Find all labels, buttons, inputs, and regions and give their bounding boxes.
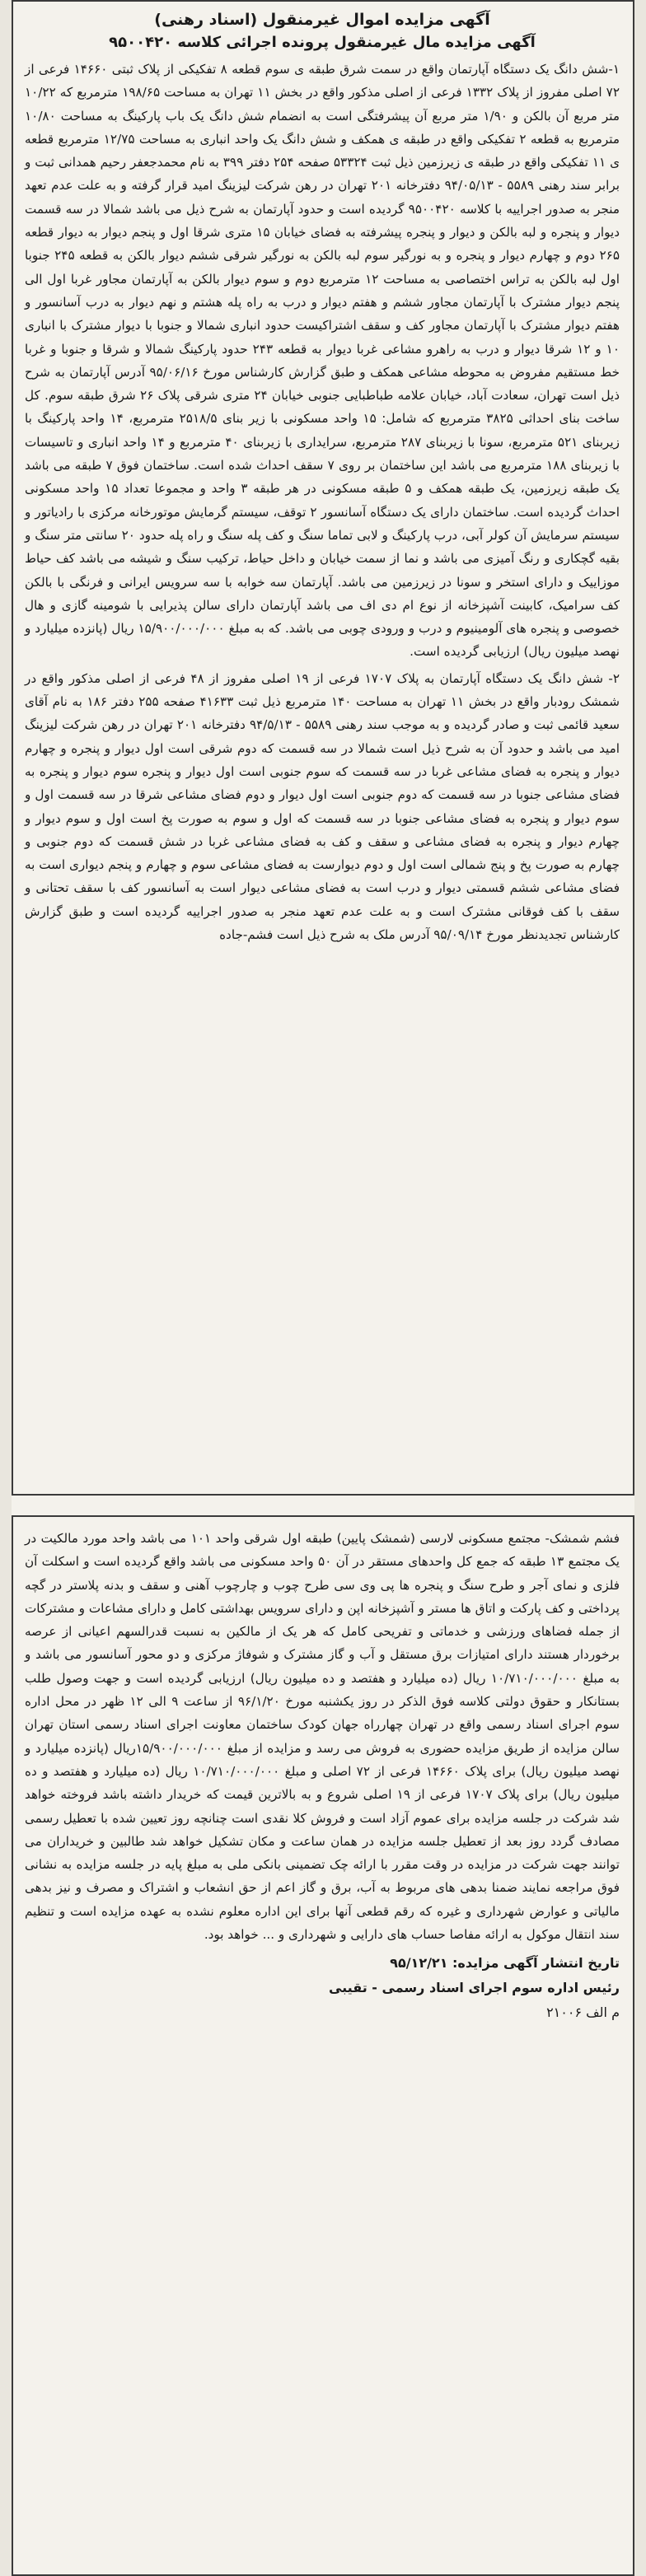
notice-page: [12, 0, 634, 2576]
notice-footer: [25, 1951, 620, 2025]
continuation-paragraph: فشم شمشک- مجتمع مسکونی لارسی (شمشک پایین) طبقه اول شرقی واحد ۱۰۱ می باشد واحد مورد مالکیت در یک مجتمع ۱۳ طبقه که جمع کل واحدهای مستقر در آن ۵۰ واحد مسکونی می باشد واقع گردیده است و اسکلت آن فلزی و نمای آجر و طرح سنگ و پنجره ها پی وی سی طرح چوب و چارچوب آهنی و سقف و بدنه پلاستر در گچه پرداختی و کف پارکت و اتاق ها مستر و آشپزخانه اپن و دارای سرویس بهداشتی کامل و دارای مشاعات و مشترکات از جمله فضاهای ورزشی و خدماتی و تفریحی کامل که هر یک از مالکین به نسبت قدرالسهم اعیانی از عرصه برخوردار هستند دارای امتیازات برق مستقل و آب و گاز مشترک و شوفاژ مرکزی و دو محور آسانسور می باشد و به مبلغ ۱۰/۷۱۰/۰۰۰/۰۰۰ ریال (ده میلیارد و هفتصد و ده میلیون ریال) ارزیابی گردیده است و جهت وصول طلب بستانکار و حقوق دولتی کلاسه فوق الذکر در روز یکشنبه مورخ ۹۶/۱/۲۰ از ساعت ۹ الی ۱۲ ظهر در محل اداره سوم اجرای اسناد رسمی واقع در تهران چهارراه جهان کودک ساختمان معاونت اجرای اسناد رسمی استان تهران سالن مزایده از طریق مزایده حضوری به فروش می رسد و مزایده از مبلغ ۱۵/۹۰۰/۰۰۰/۰۰۰ریال (پانزده میلیارد و نهصد میلیون ریال) برای پلاک ۱۴۶۶۰ فرعی از ۷۲ اصلی و مبلغ ۱۰/۷۱۰/۰۰۰/۰۰۰ ریال (ده میلیارد و هفتصد و ده میلیون ریال) برای پلاک ۱۷۰۷ فرعی از ۱۹ اصلی شروع و به بالاترین قیمت که خریدار داشته باشد فروخته خواهد شد شرکت در جلسه مزایده برای عموم آزاد است و فروش کلا نقدی است چنانچه روز تعیین شده با تعطیل رسمی مصادف گردد روز بعد از تعطیل جلسه مزایده در همان ساعت و مکان تشکیل خواهد شد طالبین و خریداران می توانند جهت شرکت در مزایده در وقت مقرر با ارائه چک تضمینی بانکی ملی به مبلغ پایه در جلسه مزایده به نشانی فوق مراجعه نمایند ضمنا بدهی های مربوط به آب، برق و گاز اعم از حق انشعاب و اشتراک و مصرف و نیز بدهی مالیاتی و عوارض شهرداری و غیره که رقم قطعی آنها برای این اداره معلوم نشده به عهده مزایده است و تنظیم سند انتقال موکول به ارائه مفاصا حساب های دارایی و شهرداری و ... خواهد بود.: [25, 1531, 620, 1943]
item-2-paragraph: ۲- شش دانگ یک دستگاه آپارتمان به پلاک ۱۷۰۷ فرعی از ۱۹ اصلی مفروز از ۴۸ فرعی از اصلی مذکور واقع در شمشک رودبار واقع در بخش ۱۱ تهران به مساحت ۱۴۰ مترمربع ذیل ثبت ۴۱۶۳۳ صفحه ۲۵۵ دفتر ۱۸۶ به نام آقای سعید قائمی ثبت و صادر گردیده و به موجب سند رهنی ۵۵۸۹ - ۹۴/۵/۱۳ دفترخانه ۲۰۱ تهران در رهن شرکت لیزینگ امید می باشد و حدود آن به شرح ذیل است شمالا در سه قسمت که دوم شرقی است اول دیوار و پنجره و چهارم دیوار و پنجره به فضای مشاعی غربا در سه قسمت که سوم جنوبی است اول دیوار و پنجره سوم دیوار و پنجره به فضای مشاعی جنوبا در سه قسمت که دوم جنوبی است اول دیوار و دوم فضای مشاعی شرقا در سه قسمت اول و سوم دیوار و پنجره به فضای مشاعی جنوبا در سه قسمت که اول و سوم به صورت پخ است اول و سوم دیوار و چهارم دیوار و پنجره به فضای مشاعی و سقف و کف به فضای مشاعی غربا در شش قسمت که دوم جنوبی و چهارم به صورت پخ و پنج شمالی است اول و دوم دیوارست به فضای مشاعی سوم و چهارم و پنجم دیواری است به فضای مشاعی ششم قسمتی دیوار و درب است به فضای مشاعی دیوار است به آسانسور کف با سقف تحتانی و سقف با کف فوقانی مشترک است و به علت عدم تعهد منجر به صدور اجراییه گردیده است و طبق گزارش کارشناس تجدیدنظر مورخ ۹۵/۰۹/۱۴ آدرس ملک به شرح ذیل است فشم-جاده: [25, 670, 620, 942]
notice-title: آگهی مزایده اموال غیرمنقول (اسناد رهنی): [154, 11, 490, 29]
item-1-paragraph: ۱-شش دانگ یک دستگاه آپارتمان واقع در سمت شرق طبقه ی سوم قطعه ۸ تفکیکی از پلاک ثبتی ۱۴۶۶۰ فرعی از ۷۲ اصلی مفروز از پلاک ۱۳۳۲ فرعی از اصلی مذکور واقع در بخش ۱۱ تهران به مساحت ۱۹۸/۶۵ مترمربع که ۱۰/۲۲ متر مربع آن بالکن و ۱/۹۰ متر مربع آن پیشرفتگی است به انضمام شش دانگ یک باب پارکینگ به مساحت ۱۰/۸۰ مترمربع به قطعه ۲ تفکیکی واقع در طبقه ی همکف و شش دانگ یک واحد انباری به مساحت ۱۲/۷۵ مترمربع قطعه ی ۱۱ تفکیکی واقع در طبقه ی زیرزمین ذیل ثبت ۵۳۳۲۴ صفحه ۲۵۴ دفتر ۳۹۹ به نام محمدجعفر رحیم همدانی ثبت و برابر سند رهنی ۵۵۸۹ - ۹۴/۰۵/۱۳ دفترخانه ۲۰۱ تهران در رهن شرکت لیزینگ امید قرار گرفته و به علت عدم تعهد منجر به صدور اجراییه با کلاسه ۹۵۰۰۴۲۰ گردیده است و حدود آپارتمان به شرح ذیل می باشد شمالا در سه قسمت دیوار و پنجره و لبه بالکن و دیوار و پنجره پیشرفته به فضای خیابان ۱۵ متری شرقا اول و پنجم دیوار به دیوار قطعه ۲۶۵ دوم و چهارم دیوار و پنجره و به نورگیر سوم لبه بالکن به نورگیر شرقی ششم دیوار بالکن به قطعه ۲۴۵ جنوبا اول لبه بالکن به تراس اختصاصی به مساحت ۱۲ مترمربع دوم و سوم دیوار بالکن به آپارتمان مجاور غربا اول الی پنجم دیوار مشترک با آپارتمان مجاور ششم و هفتم دیوار و درب به راه پله هشتم و نهم دیوار به درب آسانسور و هفتم دیوار مشترک با آپارتمان مجاور کف و سقف اشتراکیست حدود انباری شمالا و جنوبا با دیوار مشترک با انباری ۱۰ و ۱۲ شرقا دیوار و درب به راهرو مشاعی غربا دیوار به قطعه ۲۴۳ حدود پارکینگ شمالا و شرقا و جنوبا و غربا خط مستقیم مفروض به محوطه مشاعی همکف و طبق گزارش کارشناس مورخ ۹۵/۰۶/۱۶ آدرس آپارتمان به شرح ذیل است تهران، سعادت آباد، خیابان علامه طباطبایی جنوبی خیابان ۲۴ متری شرقی پلاک ۲۶ شرق طبقه سوم. کل ساخت بنای احداثی ۳۸۲۵ مترمربع که شامل: ۱۵ واحد مسکونی با زیر بنای ۲۵۱۸/۵ مترمربع، ۱۴ واحد پارکینگ با زیربنای ۵۲۱ مترمربع، سونا با زیربنای ۲۸۷ مترمربع، سرایداری با زیربنای ۴۰ مترمربع و ۱۴ واحد انباری و تاسیسات با زیربنای ۱۸۸ مترمربع می باشد این ساختمان بر روی ۷ سقف احداث شده است. ساختمان فوق ۷ طبقه می باشد یک طبقه زیرزمین، یک طبقه همکف و ۵ طبقه مسکونی در هر طبقه ۳ واحد و مجموعا تعداد ۱۵ واحد مسکونی احداث گردیده است. ساختمان دارای یک دستگاه آسانسور ۲ توقف، سیستم گرمایش موتورخانه مرکزی با رادیاتور و سیستم سرمایش آن کولر آبی، درب پارکینگ و لابی تماما سنگ و کف پله سنگ و راه پله حدود ۲۰ سانتی متر سنگ و بقیه گچکاری و رنگ آمیزی می باشد و نما از سمت خیابان و داخل حیاط، ترکیب سنگ و شیشه می باشد کف حیاط موزاییک و دارای استخر و سونا در زیرزمین می باشد. آپارتمان سه خوابه با سه سرویس ایرانی و فرنگی با بالکن کف سرامیک، کابینت آشپزخانه از نوع ام دی اف می باشد آپارتمان دارای سالن پذیرایی با شومینه گازی و هال خصوصی و پنجره های آلومینیوم و درب و ورودی چوبی می باشد. که به مبلغ ۱۵/۹۰۰/۰۰۰/۰۰۰ ریال (پانزده میلیارد و نهصد میلیون ریال) ارزیابی گردیده است.: [25, 62, 620, 660]
notice-lower-column: [12, 1515, 634, 2576]
notice-upper-column: [12, 0, 634, 1496]
signature-line: رئیس اداره سوم اجرای اسناد رسمی - تقیبی: [328, 1980, 620, 1996]
notice-subtitle: آگهی مزایده مال غیرمنقول پرونده اجرائی کلاسه ۹۵۰۰۴۲۰: [109, 34, 536, 51]
reference-code: م الف ۲۱۰۰۶: [546, 2004, 620, 2021]
publish-date: تاریخ انتشار آگهی مزایده: ۹۵/۱۲/۲۱: [390, 1955, 620, 1972]
